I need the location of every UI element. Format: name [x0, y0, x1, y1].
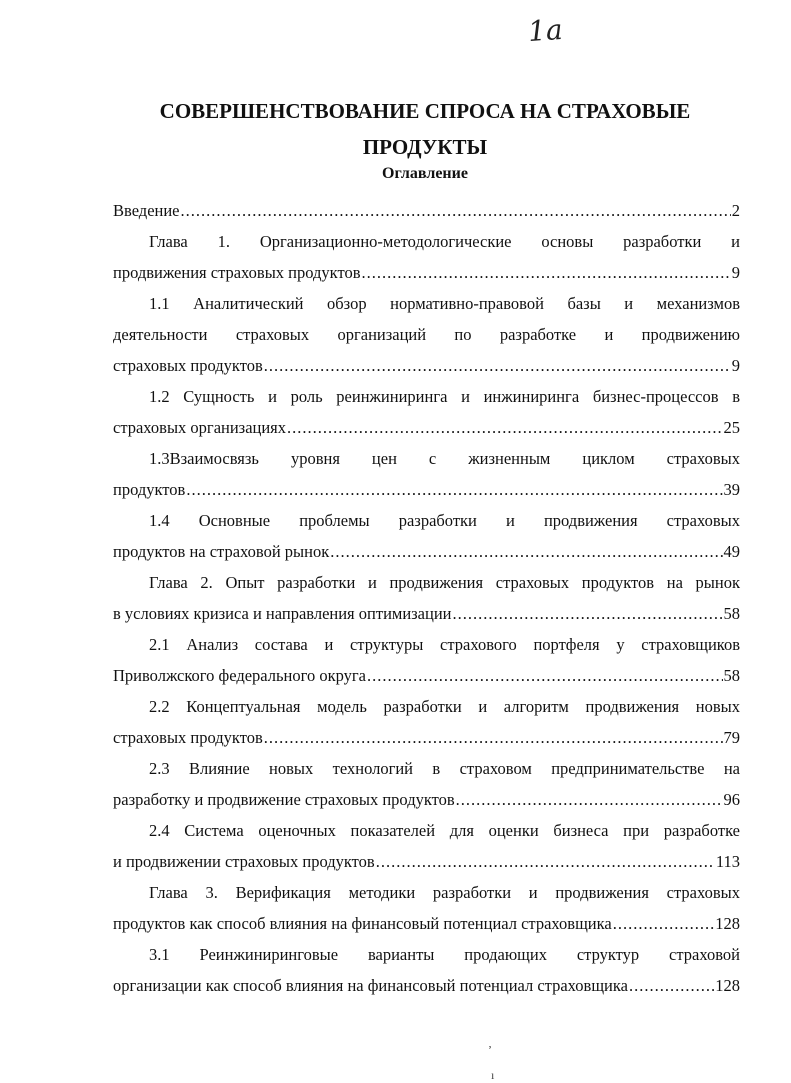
- dot-leader: [629, 970, 714, 1001]
- toc-entry-text: страховых организациях: [113, 418, 287, 437]
- dot-leader: [456, 784, 723, 815]
- dot-leader: [453, 598, 723, 629]
- dot-leader: [330, 536, 722, 567]
- toc-entry: [113, 443, 740, 505]
- toc-entry-text: деятельности страховых организаций по разработке и продвижению: [113, 325, 740, 344]
- toc-entry-text: 2.4 Система оценочных показателей для оценки бизнеса при разработке: [149, 821, 740, 840]
- dot-leader: [264, 722, 723, 753]
- dot-leader: [376, 846, 715, 877]
- toc-entry-text: 1.1 Аналитический обзор нормативно-правовой базы и механизмов: [149, 294, 740, 313]
- toc-entry: [113, 505, 740, 567]
- scan-mark: ‚: [488, 1036, 492, 1050]
- toc-entry-text: 1.4 Основные проблемы разработки и продвижения страховых: [149, 511, 740, 530]
- toc-entry: [113, 195, 740, 226]
- toc-entry-text: и продвижении страховых продуктов: [113, 852, 375, 871]
- page-number: 128: [715, 914, 740, 933]
- toc-entry-text: 1.3Взаимосвязь уровня цен с жизненным циклом страховых: [149, 449, 740, 468]
- dot-leader: [613, 908, 715, 939]
- dot-leader: [287, 412, 722, 443]
- toc-entry-text: страховых продуктов: [113, 356, 263, 375]
- page-number: 58: [723, 666, 740, 685]
- toc-entry-text: 2.3 Влияние новых технологий в страховом предпринимательстве на: [149, 759, 740, 778]
- toc-entry-text: 1.2 Сущность и роль реинжиниринга и инжиниринга бизнес-процессов в: [149, 387, 740, 406]
- toc-entry-text: страховых продуктов: [113, 728, 263, 747]
- toc-entry: [113, 691, 740, 753]
- toc-entry-text: Глава 3. Верификация методики разработки и продвижения страховых: [149, 883, 740, 902]
- dot-leader: [367, 660, 723, 691]
- page-number: 25: [723, 418, 740, 437]
- toc-entry-text: Глава 2. Опыт разработки и продвижения страховых продуктов на рынок: [149, 573, 740, 592]
- dot-leader: [362, 257, 731, 288]
- page-number: 96: [723, 790, 740, 809]
- dot-leader: [264, 350, 731, 381]
- toc-entry-text: продвижения страховых продуктов: [113, 263, 361, 282]
- toc-entry: [113, 288, 740, 381]
- toc-entry: [113, 381, 740, 443]
- table-of-contents: [113, 195, 740, 1001]
- toc-entry-text: Введение: [113, 201, 180, 220]
- toc-entry-text: Глава 1. Организационно-методологические основы разработки и: [149, 232, 740, 251]
- page-number: 9: [731, 356, 740, 375]
- dot-leader: [186, 474, 722, 505]
- page-number: 79: [723, 728, 740, 747]
- toc-entry-text: 3.1 Реинжиниринговые варианты продающих структур страховой: [149, 945, 740, 964]
- handwritten-note: 1a: [526, 12, 564, 49]
- toc-heading: Оглавление: [382, 165, 468, 182]
- toc-entry-text: разработку и продвижение страховых продуктов: [113, 790, 455, 809]
- toc-entry-text: в условиях кризиса и направления оптимизации: [113, 604, 452, 623]
- toc-entry-text: продуктов как способ влияния на финансовый потенциал страховщика: [113, 914, 612, 933]
- page-number: 2: [731, 201, 740, 220]
- scan-mark: ı: [491, 1068, 495, 1082]
- toc-entry: [113, 226, 740, 288]
- dot-leader: [181, 195, 731, 226]
- page-number: 58: [723, 604, 740, 623]
- toc-entry: [113, 567, 740, 629]
- toc-entry: [113, 877, 740, 939]
- page-number: 49: [723, 542, 740, 561]
- toc-entry-text: продуктов: [113, 480, 186, 499]
- document-title: СОВЕРШЕНСТВОВАНИЕ СПРОСА НА СТРАХОВЫЕ ПРОДУКТЫ: [159, 99, 691, 159]
- page-number: 128: [715, 976, 740, 995]
- toc-entry: [113, 939, 740, 1001]
- toc-entry-text: 2.1 Анализ состава и структуры страхового портфеля у страховщиков: [149, 635, 740, 654]
- toc-entry: [113, 753, 740, 815]
- toc-entry-text: 2.2 Концептуальная модель разработки и алгоритм продвижения новых: [149, 697, 740, 716]
- toc-entry-text: организации как способ влияния на финансовый потенциал страховщика: [113, 976, 628, 995]
- page-number: 9: [731, 263, 740, 282]
- toc-entry: [113, 629, 740, 691]
- toc-entry-text: Приволжского федерального округа: [113, 666, 366, 685]
- page-number: 39: [723, 480, 740, 499]
- toc-entry-text: продуктов на страховой рынок: [113, 542, 330, 561]
- toc-entry: [113, 815, 740, 877]
- page-number: 113: [715, 852, 740, 871]
